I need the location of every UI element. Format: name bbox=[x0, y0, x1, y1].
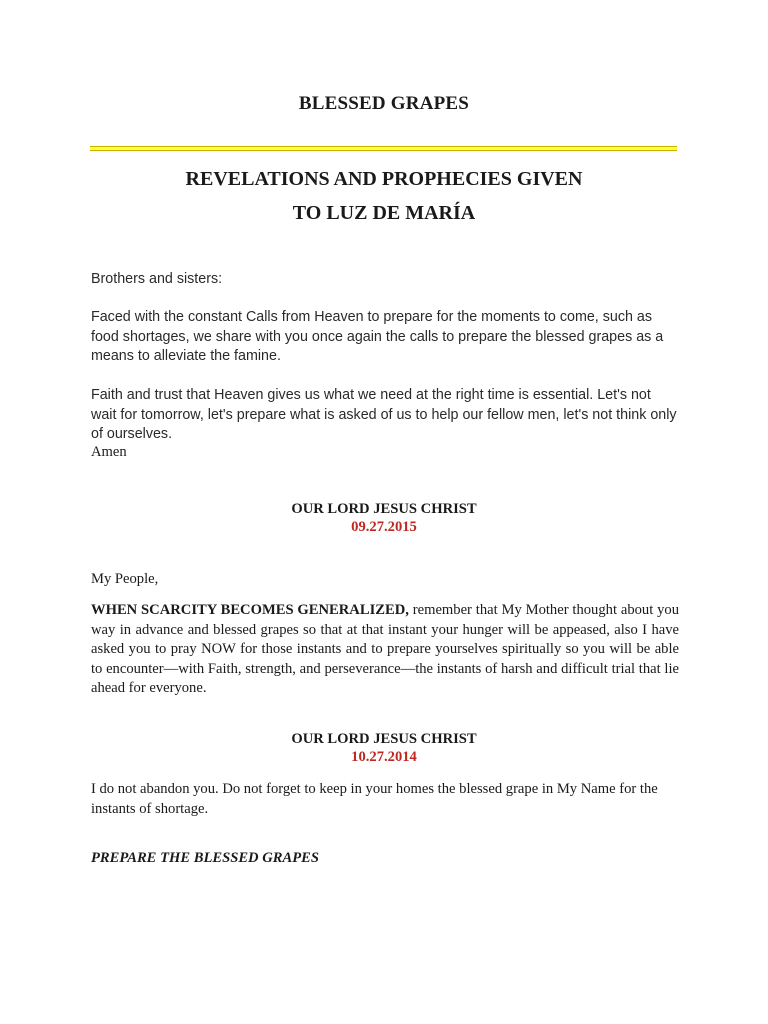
amen: Amen bbox=[91, 444, 127, 460]
document-heading bbox=[0, 162, 768, 230]
greeting: Brothers and sisters: bbox=[91, 271, 223, 287]
document-title: BLESSED GRAPES bbox=[298, 93, 470, 114]
message-1-text: remember that My Mother thought about you way in advance and blessed grapes so that at that instant your hunger will be appeased, also I have asked you to pray NOW for those instants and to prepare yourselves spiritually so you will be able to encounter—with Faith, strength, and perseverance—the instants of harsh and difficult trial that lie ahead for everyone. bbox=[91, 602, 679, 697]
message-2-body: I do not abandon you. Do not forget to keep in your homes the blessed grape in My Name for the instants of shortage. bbox=[91, 781, 658, 817]
closing-heading: PREPARE THE BLESSED GRAPES bbox=[91, 850, 320, 866]
heading-line-2: TO LUZ DE MARÍA bbox=[292, 202, 476, 224]
message-1-date: 09.27.2015 bbox=[351, 519, 417, 535]
message-1-salutation: My People, bbox=[91, 571, 159, 587]
intro-paragraph: Faced with the constant Calls from Heaven to prepare for the moments to come, such as food shortages, we share with you once again the calls to prepare the blessed grapes as a means to alleviate the famine. bbox=[91, 309, 664, 364]
heading-line-1: REVELATIONS AND PROPHECIES GIVEN bbox=[185, 168, 583, 190]
message-2-date: 10.27.2014 bbox=[351, 749, 417, 765]
faith-paragraph: Faith and trust that Heaven gives us what we need at the right time is essential. Let's not wait for tomorrow, let's prepare what is asked of us to help our fellow men, let's not think only of ourselves. bbox=[91, 387, 677, 442]
yellow-divider bbox=[90, 146, 677, 151]
message-2-speaker: OUR LORD JESUS CHRIST bbox=[291, 731, 477, 747]
message-1-lead: WHEN SCARCITY BECOMES GENERALIZED, bbox=[91, 602, 409, 618]
message-1-body bbox=[91, 601, 679, 699]
message-1-speaker: OUR LORD JESUS CHRIST bbox=[291, 501, 477, 517]
